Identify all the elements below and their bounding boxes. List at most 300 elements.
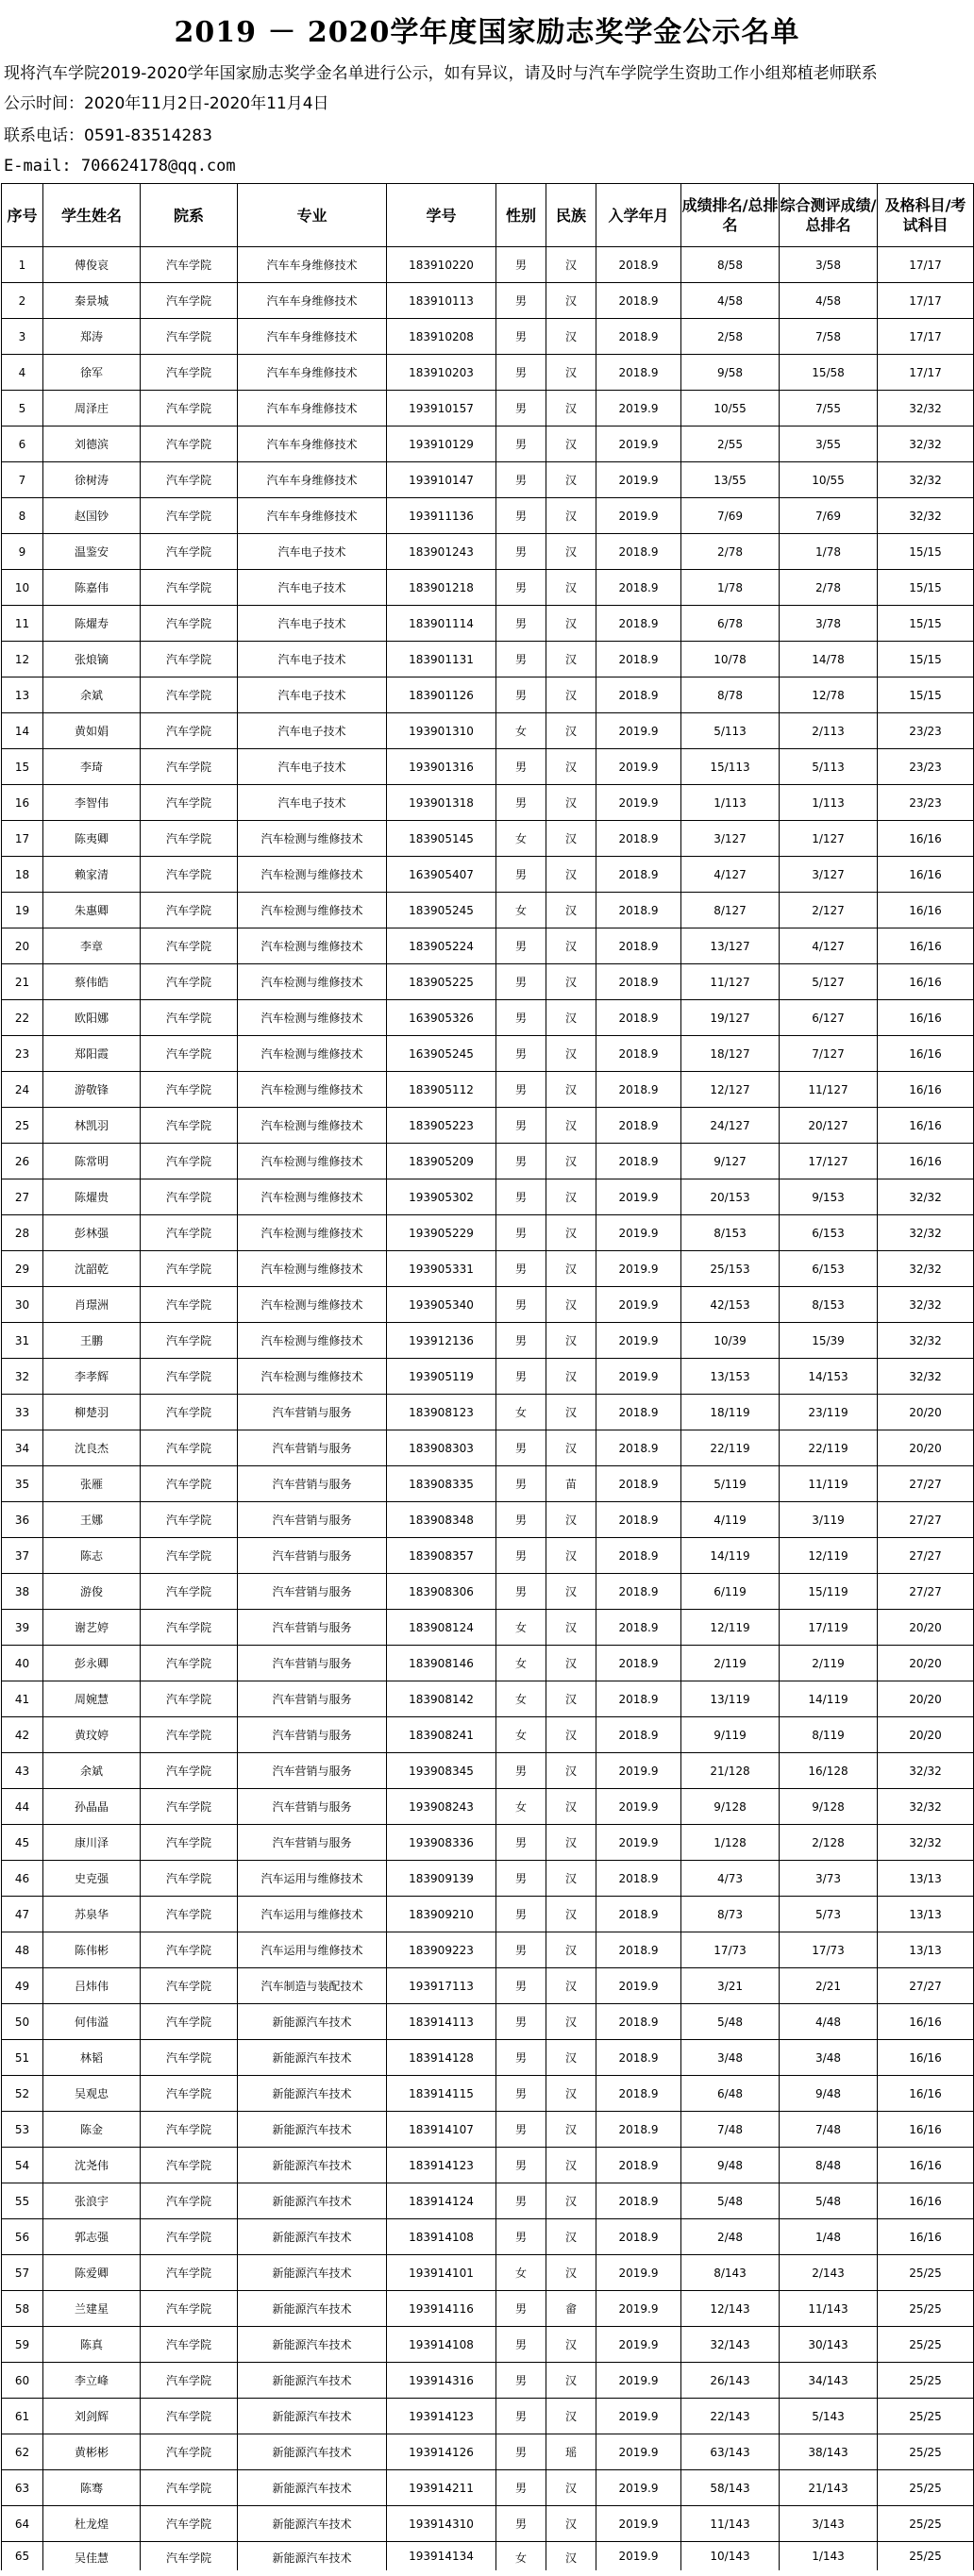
eval-rank-cell: 2/128 (780, 1825, 878, 1861)
ethnicity-cell: 瑶 (546, 2434, 596, 2470)
name-cell: 李立峰 (43, 2363, 141, 2399)
enroll-date-cell: 2019.9 (596, 427, 681, 462)
grade-rank-cell: 9/119 (681, 1717, 780, 1753)
index-cell: 52 (2, 2076, 43, 2112)
eval-rank-cell: 10/55 (780, 462, 878, 498)
gender-cell: 男 (496, 857, 546, 893)
table-row (2, 1753, 974, 1789)
gender-cell: 女 (496, 1681, 546, 1717)
grade-rank-cell: 8/58 (681, 247, 780, 283)
major-cell: 新能源汽车技术 (238, 2148, 387, 2183)
name-cell: 陈伟彬 (43, 1932, 141, 1968)
grade-rank-cell: 10/55 (681, 391, 780, 427)
name-cell: 兰建星 (43, 2291, 141, 2327)
name-cell: 陈夷卿 (43, 821, 141, 857)
gender-cell: 男 (496, 2219, 546, 2255)
ethnicity-cell: 汉 (546, 2363, 596, 2399)
gender-cell: 男 (496, 928, 546, 964)
index-cell: 15 (2, 749, 43, 785)
pass-subjects-cell: 20/20 (878, 1646, 974, 1681)
grade-rank-cell: 58/143 (681, 2470, 780, 2506)
student-id-cell: 183905145 (387, 821, 496, 857)
gender-cell: 男 (496, 1215, 546, 1251)
table-row (2, 2148, 974, 2183)
college-cell: 汽车学院 (141, 1968, 238, 2004)
grade-rank-cell: 11/143 (681, 2506, 780, 2542)
major-cell: 汽车检测与维修技术 (238, 1144, 387, 1179)
eval-rank-cell: 2/127 (780, 893, 878, 928)
eval-rank-cell: 17/127 (780, 1144, 878, 1179)
eval-rank-cell: 1/127 (780, 821, 878, 857)
college-cell: 汽车学院 (141, 821, 238, 857)
major-cell: 汽车电子技术 (238, 677, 387, 713)
table-row (2, 1359, 974, 1395)
grade-rank-cell: 22/143 (681, 2399, 780, 2434)
table-row (2, 1000, 974, 1036)
ethnicity-cell: 汉 (546, 391, 596, 427)
eval-rank-cell: 5/48 (780, 2183, 878, 2219)
college-cell: 汽车学院 (141, 1072, 238, 1108)
gender-cell: 男 (496, 642, 546, 677)
student-id-cell: 163905245 (387, 1036, 496, 1072)
ethnicity-cell: 汉 (546, 2327, 596, 2363)
enroll-date-cell: 2018.9 (596, 928, 681, 964)
major-cell: 汽车电子技术 (238, 642, 387, 677)
enroll-date-cell: 2018.9 (596, 1932, 681, 1968)
student-id-cell: 183901126 (387, 677, 496, 713)
student-id-cell: 163905407 (387, 857, 496, 893)
eval-rank-cell: 9/128 (780, 1789, 878, 1825)
name-cell: 郑阳霞 (43, 1036, 141, 1072)
major-cell: 汽车运用与维修技术 (238, 1861, 387, 1897)
enroll-date-cell: 2018.9 (596, 2112, 681, 2148)
header-index: 序号 (2, 184, 43, 247)
pass-subjects-cell: 16/16 (878, 1072, 974, 1108)
name-cell: 王鹏 (43, 1323, 141, 1359)
pass-subjects-cell: 16/16 (878, 2004, 974, 2040)
eval-rank-cell: 3/143 (780, 2506, 878, 2542)
table-row (2, 2255, 974, 2291)
enroll-date-cell: 2018.9 (596, 570, 681, 606)
name-cell: 李琦 (43, 749, 141, 785)
student-id-cell: 183908348 (387, 1502, 496, 1538)
name-cell: 吴观忠 (43, 2076, 141, 2112)
index-cell: 29 (2, 1251, 43, 1287)
table-row (2, 2112, 974, 2148)
table-row (2, 2399, 974, 2434)
pass-subjects-cell: 15/15 (878, 642, 974, 677)
enroll-date-cell: 2018.9 (596, 283, 681, 319)
grade-rank-cell: 15/113 (681, 749, 780, 785)
ethnicity-cell: 畲 (546, 2291, 596, 2327)
student-id-cell: 183901131 (387, 642, 496, 677)
index-cell: 8 (2, 498, 43, 534)
major-cell: 汽车电子技术 (238, 749, 387, 785)
table-row (2, 462, 974, 498)
name-cell: 郭志强 (43, 2219, 141, 2255)
name-cell: 康川泽 (43, 1825, 141, 1861)
table-row (2, 642, 974, 677)
gender-cell: 男 (496, 606, 546, 642)
major-cell: 汽车检测与维修技术 (238, 1287, 387, 1323)
student-id-cell: 183914113 (387, 2004, 496, 2040)
index-cell: 19 (2, 893, 43, 928)
index-cell: 43 (2, 1753, 43, 1789)
student-id-cell: 183905225 (387, 964, 496, 1000)
college-cell: 汽车学院 (141, 1897, 238, 1932)
enroll-date-cell: 2019.9 (596, 391, 681, 427)
major-cell: 新能源汽车技术 (238, 2542, 387, 2571)
college-cell: 汽车学院 (141, 2148, 238, 2183)
name-cell: 彭林强 (43, 1215, 141, 1251)
grade-rank-cell: 7/69 (681, 498, 780, 534)
table-row (2, 1072, 974, 1108)
pass-subjects-cell: 27/27 (878, 1574, 974, 1610)
name-cell: 陈志 (43, 1538, 141, 1574)
ethnicity-cell: 苗 (546, 1466, 596, 1502)
name-cell: 沈韶乾 (43, 1251, 141, 1287)
name-cell: 王娜 (43, 1502, 141, 1538)
pass-subjects-cell: 25/25 (878, 2255, 974, 2291)
header-pass-subjects: 及格科目/考试科目 (878, 184, 974, 247)
pass-subjects-cell: 13/13 (878, 1932, 974, 1968)
major-cell: 汽车电子技术 (238, 785, 387, 821)
enroll-date-cell: 2019.9 (596, 785, 681, 821)
ethnicity-cell: 汉 (546, 2542, 596, 2571)
pass-subjects-cell: 32/32 (878, 1179, 974, 1215)
major-cell: 汽车运用与维修技术 (238, 1932, 387, 1968)
enroll-date-cell: 2019.9 (596, 2255, 681, 2291)
gender-cell: 男 (496, 677, 546, 713)
major-cell: 汽车车身维修技术 (238, 427, 387, 462)
table-row (2, 1825, 974, 1861)
table-row (2, 2506, 974, 2542)
enroll-date-cell: 2018.9 (596, 1430, 681, 1466)
enroll-date-cell: 2018.9 (596, 606, 681, 642)
college-cell: 汽车学院 (141, 498, 238, 534)
eval-rank-cell: 4/127 (780, 928, 878, 964)
name-cell: 柳楚羽 (43, 1395, 141, 1430)
gender-cell: 男 (496, 570, 546, 606)
gender-cell: 男 (496, 2399, 546, 2434)
table-row (2, 1897, 974, 1932)
index-cell: 57 (2, 2255, 43, 2291)
name-cell: 蔡伟皓 (43, 964, 141, 1000)
ethnicity-cell: 汉 (546, 1789, 596, 1825)
notice-text: 现将汽车学院2019-2020学年国家励志奖学金名单进行公示，如有异议，请及时与汽车学院学生资助工作小组郑植老师联系 (4, 64, 878, 83)
enroll-date-cell: 2019.9 (596, 749, 681, 785)
index-cell: 25 (2, 1108, 43, 1144)
major-cell: 汽车检测与维修技术 (238, 1323, 387, 1359)
table-row (2, 2291, 974, 2327)
college-cell: 汽车学院 (141, 1574, 238, 1610)
index-cell: 13 (2, 677, 43, 713)
name-cell: 朱惠卿 (43, 893, 141, 928)
college-cell: 汽车学院 (141, 1251, 238, 1287)
ethnicity-cell: 汉 (546, 1323, 596, 1359)
college-cell: 汽车学院 (141, 1502, 238, 1538)
index-cell: 35 (2, 1466, 43, 1502)
major-cell: 汽车车身维修技术 (238, 319, 387, 355)
enroll-date-cell: 2018.9 (596, 2219, 681, 2255)
eval-rank-cell: 11/119 (780, 1466, 878, 1502)
index-cell: 41 (2, 1681, 43, 1717)
index-cell: 36 (2, 1502, 43, 1538)
gender-cell: 男 (496, 319, 546, 355)
index-cell: 65 (2, 2542, 43, 2571)
grade-rank-cell: 10/143 (681, 2542, 780, 2571)
major-cell: 汽车车身维修技术 (238, 247, 387, 283)
enroll-date-cell: 2018.9 (596, 893, 681, 928)
index-cell: 2 (2, 283, 43, 319)
name-cell: 陈骞 (43, 2470, 141, 2506)
enroll-date-cell: 2018.9 (596, 1646, 681, 1681)
college-cell: 汽车学院 (141, 1538, 238, 1574)
major-cell: 汽车车身维修技术 (238, 498, 387, 534)
student-id-cell: 193908336 (387, 1825, 496, 1861)
index-cell: 47 (2, 1897, 43, 1932)
index-cell: 50 (2, 2004, 43, 2040)
enroll-date-cell: 2018.9 (596, 964, 681, 1000)
table-row (2, 2542, 974, 2571)
eval-rank-cell: 12/119 (780, 1538, 878, 1574)
college-cell: 汽车学院 (141, 2470, 238, 2506)
major-cell: 汽车营销与服务 (238, 1610, 387, 1646)
index-cell: 7 (2, 462, 43, 498)
student-id-cell: 193901310 (387, 713, 496, 749)
eval-rank-cell: 14/78 (780, 642, 878, 677)
index-cell: 27 (2, 1179, 43, 1215)
student-id-cell: 183910208 (387, 319, 496, 355)
pass-subjects-cell: 16/16 (878, 1000, 974, 1036)
publicity-period: 公示时间：2020年11月2日-2020年11月4日 (4, 94, 329, 113)
student-id-cell: 193905340 (387, 1287, 496, 1323)
gender-cell: 男 (496, 1251, 546, 1287)
gender-cell: 男 (496, 1323, 546, 1359)
gender-cell: 女 (496, 713, 546, 749)
name-cell: 秦景城 (43, 283, 141, 319)
index-cell: 55 (2, 2183, 43, 2219)
student-id-cell: 183901243 (387, 534, 496, 570)
major-cell: 汽车营销与服务 (238, 1430, 387, 1466)
pass-subjects-cell: 32/32 (878, 1251, 974, 1287)
grade-rank-cell: 3/48 (681, 2040, 780, 2076)
enroll-date-cell: 2019.9 (596, 2363, 681, 2399)
eval-rank-cell: 3/78 (780, 606, 878, 642)
index-cell: 32 (2, 1359, 43, 1395)
student-id-cell: 183908124 (387, 1610, 496, 1646)
table-row (2, 1144, 974, 1179)
grade-rank-cell: 8/73 (681, 1897, 780, 1932)
student-id-cell: 193908243 (387, 1789, 496, 1825)
student-id-cell: 183910113 (387, 283, 496, 319)
eval-rank-cell: 5/127 (780, 964, 878, 1000)
student-id-cell: 183914115 (387, 2076, 496, 2112)
eval-rank-cell: 1/113 (780, 785, 878, 821)
index-cell: 33 (2, 1395, 43, 1430)
index-cell: 38 (2, 1574, 43, 1610)
ethnicity-cell: 汉 (546, 1825, 596, 1861)
grade-rank-cell: 7/48 (681, 2112, 780, 2148)
enroll-date-cell: 2018.9 (596, 1036, 681, 1072)
enroll-date-cell: 2018.9 (596, 821, 681, 857)
eval-rank-cell: 2/119 (780, 1646, 878, 1681)
index-cell: 6 (2, 427, 43, 462)
index-cell: 48 (2, 1932, 43, 1968)
student-id-cell: 183909210 (387, 1897, 496, 1932)
ethnicity-cell: 汉 (546, 1610, 596, 1646)
pass-subjects-cell: 32/32 (878, 1323, 974, 1359)
name-cell: 张雁 (43, 1466, 141, 1502)
gender-cell: 男 (496, 1359, 546, 1395)
gender-cell: 女 (496, 1717, 546, 1753)
pass-subjects-cell: 32/32 (878, 1359, 974, 1395)
gender-cell: 男 (496, 1072, 546, 1108)
grade-rank-cell: 25/153 (681, 1251, 780, 1287)
college-cell: 汽车学院 (141, 1717, 238, 1753)
grade-rank-cell: 4/73 (681, 1861, 780, 1897)
eval-rank-cell: 4/48 (780, 2004, 878, 2040)
gender-cell: 男 (496, 2291, 546, 2327)
major-cell: 汽车电子技术 (238, 570, 387, 606)
student-id-cell: 183908306 (387, 1574, 496, 1610)
name-cell: 李孝辉 (43, 1359, 141, 1395)
major-cell: 新能源汽车技术 (238, 2004, 387, 2040)
major-cell: 新能源汽车技术 (238, 2183, 387, 2219)
gender-cell: 男 (496, 1968, 546, 2004)
name-cell: 陈燿寿 (43, 606, 141, 642)
name-cell: 李章 (43, 928, 141, 964)
gender-cell: 女 (496, 1789, 546, 1825)
college-cell: 汽车学院 (141, 1681, 238, 1717)
gender-cell: 女 (496, 1610, 546, 1646)
pass-subjects-cell: 16/16 (878, 1108, 974, 1144)
gender-cell: 男 (496, 1825, 546, 1861)
eval-rank-cell: 12/78 (780, 677, 878, 713)
enroll-date-cell: 2019.9 (596, 1789, 681, 1825)
ethnicity-cell: 汉 (546, 319, 596, 355)
enroll-date-cell: 2019.9 (596, 1323, 681, 1359)
pass-subjects-cell: 16/16 (878, 2040, 974, 2076)
eval-rank-cell: 1/78 (780, 534, 878, 570)
ethnicity-cell: 汉 (546, 1395, 596, 1430)
college-cell: 汽车学院 (141, 2183, 238, 2219)
grade-rank-cell: 5/48 (681, 2004, 780, 2040)
pass-subjects-cell: 16/16 (878, 928, 974, 964)
ethnicity-cell: 汉 (546, 427, 596, 462)
name-cell: 赵国钞 (43, 498, 141, 534)
name-cell: 陈爱卿 (43, 2255, 141, 2291)
index-cell: 1 (2, 247, 43, 283)
index-cell: 37 (2, 1538, 43, 1574)
table-header-row (2, 184, 974, 247)
grade-rank-cell: 9/58 (681, 355, 780, 391)
college-cell: 汽车学院 (141, 1430, 238, 1466)
table-row (2, 1538, 974, 1574)
grade-rank-cell: 42/153 (681, 1287, 780, 1323)
major-cell: 汽车车身维修技术 (238, 355, 387, 391)
student-id-cell: 193914116 (387, 2291, 496, 2327)
index-cell: 53 (2, 2112, 43, 2148)
eval-rank-cell: 2/78 (780, 570, 878, 606)
college-cell: 汽车学院 (141, 1144, 238, 1179)
major-cell: 新能源汽车技术 (238, 2040, 387, 2076)
ethnicity-cell: 汉 (546, 928, 596, 964)
ethnicity-cell: 汉 (546, 857, 596, 893)
name-cell: 林韬 (43, 2040, 141, 2076)
table-row (2, 1251, 974, 1287)
college-cell: 汽车学院 (141, 1646, 238, 1681)
college-cell: 汽车学院 (141, 2506, 238, 2542)
eval-rank-cell: 14/153 (780, 1359, 878, 1395)
pass-subjects-cell: 20/20 (878, 1395, 974, 1430)
college-cell: 汽车学院 (141, 1287, 238, 1323)
grade-rank-cell: 2/119 (681, 1646, 780, 1681)
college-cell: 汽车学院 (141, 1861, 238, 1897)
enroll-date-cell: 2019.9 (596, 1251, 681, 1287)
enroll-date-cell: 2019.9 (596, 713, 681, 749)
index-cell: 56 (2, 2219, 43, 2255)
index-cell: 46 (2, 1861, 43, 1897)
college-cell: 汽车学院 (141, 2076, 238, 2112)
grade-rank-cell: 2/78 (681, 534, 780, 570)
student-id-cell: 193910129 (387, 427, 496, 462)
table-row (2, 1681, 974, 1717)
name-cell: 赖家清 (43, 857, 141, 893)
pass-subjects-cell: 20/20 (878, 1681, 974, 1717)
eval-rank-cell: 17/119 (780, 1610, 878, 1646)
enroll-date-cell: 2018.9 (596, 2183, 681, 2219)
gender-cell: 男 (496, 283, 546, 319)
enroll-date-cell: 2019.9 (596, 2327, 681, 2363)
ethnicity-cell: 汉 (546, 2506, 596, 2542)
grade-rank-cell: 18/127 (681, 1036, 780, 1072)
name-cell: 徐树涛 (43, 462, 141, 498)
student-id-cell: 183908146 (387, 1646, 496, 1681)
grade-rank-cell: 9/128 (681, 1789, 780, 1825)
eval-rank-cell: 17/73 (780, 1932, 878, 1968)
ethnicity-cell: 汉 (546, 1861, 596, 1897)
enroll-date-cell: 2019.9 (596, 1215, 681, 1251)
name-cell: 郑涛 (43, 319, 141, 355)
grade-rank-cell: 20/153 (681, 1179, 780, 1215)
college-cell: 汽车学院 (141, 893, 238, 928)
student-id-cell: 193914316 (387, 2363, 496, 2399)
college-cell: 汽车学院 (141, 1789, 238, 1825)
gender-cell: 男 (496, 1287, 546, 1323)
eval-rank-cell: 3/73 (780, 1861, 878, 1897)
student-id-cell: 183901114 (387, 606, 496, 642)
ethnicity-cell: 汉 (546, 821, 596, 857)
college-cell: 汽车学院 (141, 355, 238, 391)
name-cell: 陈金 (43, 2112, 141, 2148)
grade-rank-cell: 5/48 (681, 2183, 780, 2219)
grade-rank-cell: 11/127 (681, 964, 780, 1000)
eval-rank-cell: 15/58 (780, 355, 878, 391)
college-cell: 汽车学院 (141, 1932, 238, 1968)
grade-rank-cell: 22/119 (681, 1430, 780, 1466)
table-row (2, 2183, 974, 2219)
ethnicity-cell: 汉 (546, 893, 596, 928)
ethnicity-cell: 汉 (546, 498, 596, 534)
name-cell: 黄玟婷 (43, 1717, 141, 1753)
college-cell: 汽车学院 (141, 391, 238, 427)
ethnicity-cell: 汉 (546, 1036, 596, 1072)
pass-subjects-cell: 32/32 (878, 1789, 974, 1825)
grade-rank-cell: 1/128 (681, 1825, 780, 1861)
college-cell: 汽车学院 (141, 1359, 238, 1395)
grade-rank-cell: 12/127 (681, 1072, 780, 1108)
